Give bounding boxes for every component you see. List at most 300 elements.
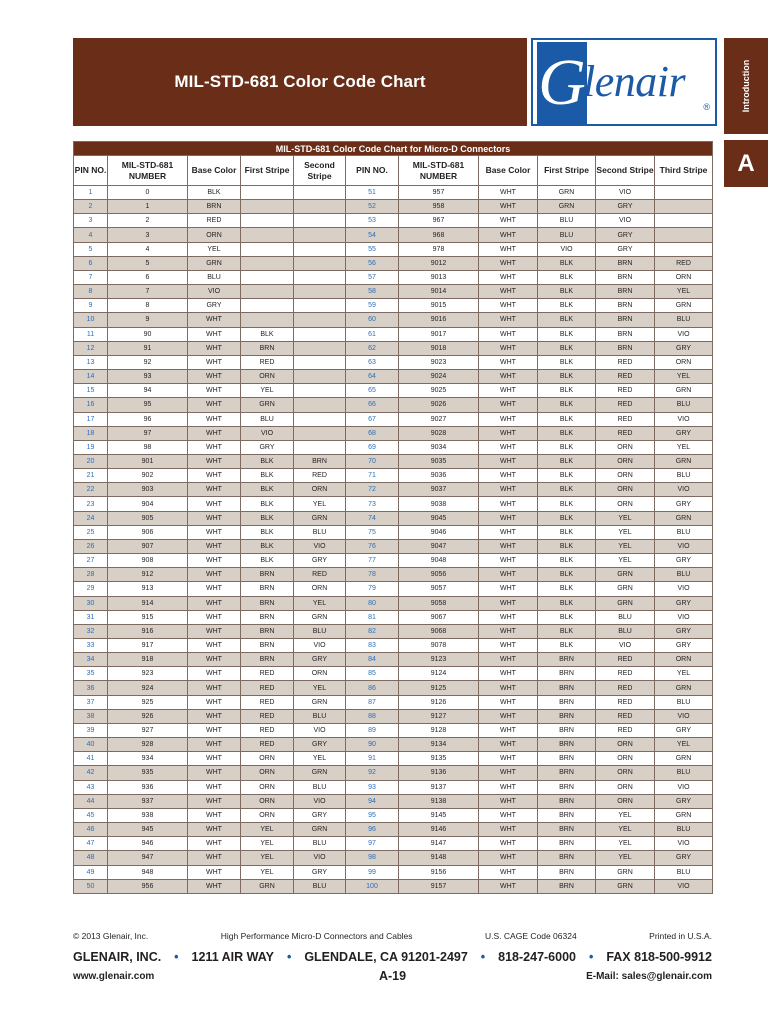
table-row xyxy=(74,186,713,200)
pin-number-cell: 74 xyxy=(346,511,399,525)
table-cell: VIO xyxy=(655,539,713,553)
table-cell: GRY xyxy=(188,299,241,313)
table-cell: BLK xyxy=(538,554,596,568)
table-cell: WHT xyxy=(479,554,538,568)
table-cell: BLK xyxy=(538,384,596,398)
table-cell: BLK xyxy=(241,454,294,468)
table-cell: BLK xyxy=(538,568,596,582)
table-cell: 978 xyxy=(399,242,479,256)
color-code-table-container xyxy=(73,141,712,894)
pin-number-cell: 30 xyxy=(74,596,108,610)
table-cell: YEL xyxy=(596,525,655,539)
table-row xyxy=(74,214,713,228)
table-cell: WHT xyxy=(188,823,241,837)
pin-number-cell: 2 xyxy=(74,200,108,214)
table-cell: BRN xyxy=(538,837,596,851)
pin-number-cell: 88 xyxy=(346,709,399,723)
table-cell: 7 xyxy=(108,285,188,299)
section-tab-introduction[interactable] xyxy=(724,38,768,134)
table-cell: BRN xyxy=(596,327,655,341)
table-cell: RED xyxy=(241,667,294,681)
table-cell xyxy=(294,270,346,284)
table-cell: WHT xyxy=(479,639,538,653)
table-cell: GRN xyxy=(596,582,655,596)
table-cell: VIO xyxy=(655,582,713,596)
footer-contact-line xyxy=(73,950,712,964)
pin-number-cell: 62 xyxy=(346,341,399,355)
table-cell: YEL xyxy=(241,865,294,879)
table-cell: BLK xyxy=(538,341,596,355)
table-row xyxy=(74,270,713,284)
table-cell xyxy=(241,313,294,327)
table-cell: BLK xyxy=(538,539,596,553)
table-cell xyxy=(294,299,346,313)
table-cell: WHT xyxy=(479,766,538,780)
table-cell: WHT xyxy=(479,186,538,200)
table-row xyxy=(74,299,713,313)
table-cell: WHT xyxy=(479,200,538,214)
table-row xyxy=(74,200,713,214)
table-cell xyxy=(241,214,294,228)
footer-product-line: High Performance Micro-D Connectors and Cables xyxy=(220,931,413,941)
table-cell: BLK xyxy=(241,525,294,539)
table-cell: WHT xyxy=(479,256,538,270)
pin-number-cell: 54 xyxy=(346,228,399,242)
table-cell: BLK xyxy=(538,596,596,610)
table-cell: RED xyxy=(596,370,655,384)
table-cell: WHT xyxy=(188,624,241,638)
pin-number-cell: 38 xyxy=(74,709,108,723)
table-cell: BRN xyxy=(241,624,294,638)
table-cell: WHT xyxy=(188,610,241,624)
table-cell: 927 xyxy=(108,723,188,737)
table-cell: BLK xyxy=(538,639,596,653)
table-cell: BRN xyxy=(538,865,596,879)
table-cell: 9023 xyxy=(399,355,479,369)
table-cell: GRY xyxy=(655,426,713,440)
pin-number-cell: 26 xyxy=(74,539,108,553)
table-cell: BRN xyxy=(538,667,596,681)
table-cell: 9016 xyxy=(399,313,479,327)
table-caption: MIL-STD-681 Color Code Chart for Micro-D Connectors xyxy=(74,142,713,156)
table-cell: 967 xyxy=(399,214,479,228)
pin-number-cell: 12 xyxy=(74,341,108,355)
table-row xyxy=(74,242,713,256)
table-cell: 934 xyxy=(108,752,188,766)
table-cell: WHT xyxy=(188,568,241,582)
table-row xyxy=(74,341,713,355)
table-cell: BLK xyxy=(538,511,596,525)
table-cell: BRN xyxy=(538,766,596,780)
table-row xyxy=(74,709,713,723)
table-cell: WHT xyxy=(479,384,538,398)
footer-bullet: • xyxy=(286,950,292,964)
pin-number-cell: 42 xyxy=(74,766,108,780)
table-cell xyxy=(655,242,713,256)
pin-number-cell: 46 xyxy=(74,823,108,837)
column-header: Base Color xyxy=(188,156,241,186)
table-cell: 9014 xyxy=(399,285,479,299)
pin-number-cell: 24 xyxy=(74,511,108,525)
pin-number-cell: 14 xyxy=(74,370,108,384)
table-cell: BLK xyxy=(188,186,241,200)
pin-number-cell: 17 xyxy=(74,412,108,426)
table-cell: ORN xyxy=(294,582,346,596)
footer-city: GLENDALE, CA 91201-2497 xyxy=(304,950,468,964)
table-cell: GRY xyxy=(655,596,713,610)
table-cell: BLU xyxy=(655,469,713,483)
pin-number-cell: 69 xyxy=(346,440,399,454)
footer-email-link[interactable]: E-Mail: sales@glenair.com xyxy=(586,971,712,982)
table-cell: WHT xyxy=(479,851,538,865)
table-cell: BRN xyxy=(241,341,294,355)
table-cell: ORN xyxy=(596,497,655,511)
table-cell: BLU xyxy=(596,610,655,624)
pin-number-cell: 19 xyxy=(74,440,108,454)
table-cell: 9 xyxy=(108,313,188,327)
table-cell: 9057 xyxy=(399,582,479,596)
table-cell: RED xyxy=(596,412,655,426)
table-cell: WHT xyxy=(479,794,538,808)
pin-number-cell: 1 xyxy=(74,186,108,200)
table-cell: RED xyxy=(596,653,655,667)
pin-number-cell: 8 xyxy=(74,285,108,299)
table-cell: BLU xyxy=(538,214,596,228)
table-cell: BLU xyxy=(655,865,713,879)
table-cell: WHT xyxy=(188,766,241,780)
table-cell: WHT xyxy=(479,355,538,369)
pin-number-cell: 40 xyxy=(74,738,108,752)
pin-number-cell: 36 xyxy=(74,681,108,695)
table-cell: WHT xyxy=(188,327,241,341)
table-cell: BLK xyxy=(538,285,596,299)
table-row xyxy=(74,794,713,808)
table-cell: BLK xyxy=(538,624,596,638)
table-row xyxy=(74,610,713,624)
table-cell: 916 xyxy=(108,624,188,638)
table-cell: ORN xyxy=(596,780,655,794)
pin-number-cell: 27 xyxy=(74,554,108,568)
table-row xyxy=(74,256,713,270)
table-cell: BRN xyxy=(596,313,655,327)
table-cell: WHT xyxy=(188,653,241,667)
table-cell: YEL xyxy=(294,497,346,511)
table-cell: BRN xyxy=(538,823,596,837)
table-cell: WHT xyxy=(188,582,241,596)
pin-number-cell: 99 xyxy=(346,865,399,879)
table-cell: GRN xyxy=(655,384,713,398)
registered-mark: ® xyxy=(703,102,710,112)
table-cell: WHT xyxy=(479,511,538,525)
table-cell: 946 xyxy=(108,837,188,851)
table-cell: 9146 xyxy=(399,823,479,837)
table-cell: 5 xyxy=(108,256,188,270)
table-cell: WHT xyxy=(479,398,538,412)
table-row xyxy=(74,823,713,837)
table-cell: 945 xyxy=(108,823,188,837)
table-cell: WHT xyxy=(479,709,538,723)
table-cell: BLK xyxy=(538,327,596,341)
table-cell xyxy=(294,341,346,355)
table-cell: WHT xyxy=(479,454,538,468)
table-cell: BLK xyxy=(241,469,294,483)
table-cell: RED xyxy=(596,384,655,398)
table-cell: VIO xyxy=(294,539,346,553)
table-cell: YEL xyxy=(241,823,294,837)
column-header: First Stripe xyxy=(241,156,294,186)
table-cell: ORN xyxy=(294,483,346,497)
table-cell: BLK xyxy=(241,497,294,511)
table-cell: BRN xyxy=(538,752,596,766)
table-cell: RED xyxy=(294,568,346,582)
table-cell: WHT xyxy=(188,709,241,723)
table-cell: BLU xyxy=(596,624,655,638)
pin-number-cell: 52 xyxy=(346,200,399,214)
pin-number-cell: 20 xyxy=(74,454,108,468)
table-cell: BLK xyxy=(538,610,596,624)
table-cell: WHT xyxy=(479,695,538,709)
pin-number-cell: 58 xyxy=(346,285,399,299)
table-row xyxy=(74,469,713,483)
table-cell: BLU xyxy=(655,313,713,327)
table-cell: 9137 xyxy=(399,780,479,794)
table-cell: 9028 xyxy=(399,426,479,440)
pin-number-cell: 79 xyxy=(346,582,399,596)
table-cell: RED xyxy=(241,709,294,723)
pin-number-cell: 6 xyxy=(74,256,108,270)
table-cell: GRN xyxy=(241,879,294,893)
column-header: Base Color xyxy=(479,156,538,186)
table-cell: GRN xyxy=(188,256,241,270)
footer-website-link[interactable]: www.glenair.com xyxy=(73,971,155,982)
table-row xyxy=(74,766,713,780)
table-cell: GRY xyxy=(655,624,713,638)
table-row xyxy=(74,596,713,610)
pin-number-cell: 25 xyxy=(74,525,108,539)
table-cell: 935 xyxy=(108,766,188,780)
table-cell: BLK xyxy=(241,539,294,553)
pin-number-cell: 21 xyxy=(74,469,108,483)
table-cell: 9026 xyxy=(399,398,479,412)
table-cell: BLK xyxy=(538,525,596,539)
table-row xyxy=(74,285,713,299)
pin-number-cell: 44 xyxy=(74,794,108,808)
table-cell: YEL xyxy=(188,242,241,256)
table-cell: BRN xyxy=(596,256,655,270)
table-cell xyxy=(294,398,346,412)
table-cell: BLK xyxy=(241,554,294,568)
table-cell xyxy=(294,384,346,398)
table-cell: VIO xyxy=(655,837,713,851)
table-cell: WHT xyxy=(479,497,538,511)
pin-number-cell: 16 xyxy=(74,398,108,412)
table-cell: BLK xyxy=(538,412,596,426)
table-cell: WHT xyxy=(188,554,241,568)
table-row xyxy=(74,454,713,468)
table-cell xyxy=(294,285,346,299)
table-cell: BRN xyxy=(538,681,596,695)
table-cell xyxy=(294,426,346,440)
table-cell: WHT xyxy=(479,738,538,752)
table-cell: YEL xyxy=(596,823,655,837)
table-cell: ORN xyxy=(241,370,294,384)
table-cell: WHT xyxy=(479,808,538,822)
table-cell: 2 xyxy=(108,214,188,228)
table-cell: 6 xyxy=(108,270,188,284)
table-cell: ORN xyxy=(596,483,655,497)
page-title: MIL-STD-681 Color Code Chart xyxy=(174,72,426,91)
table-row xyxy=(74,426,713,440)
table-row xyxy=(74,228,713,242)
table-cell xyxy=(655,186,713,200)
table-cell: 9125 xyxy=(399,681,479,695)
pin-number-cell: 43 xyxy=(74,780,108,794)
footer-bullet: • xyxy=(480,950,486,964)
pin-number-cell: 13 xyxy=(74,355,108,369)
table-cell xyxy=(294,186,346,200)
table-cell: 906 xyxy=(108,525,188,539)
table-cell: RED xyxy=(241,681,294,695)
table-cell: GRY xyxy=(294,554,346,568)
table-cell: 9038 xyxy=(399,497,479,511)
table-cell: BLU xyxy=(294,624,346,638)
pin-number-cell: 37 xyxy=(74,695,108,709)
table-row xyxy=(74,412,713,426)
table-cell: WHT xyxy=(479,681,538,695)
table-cell: WHT xyxy=(188,454,241,468)
table-cell: 915 xyxy=(108,610,188,624)
table-cell: 928 xyxy=(108,738,188,752)
pin-number-cell: 66 xyxy=(346,398,399,412)
column-header: First Stripe xyxy=(538,156,596,186)
table-cell: BLK xyxy=(538,440,596,454)
table-cell: BRN xyxy=(538,780,596,794)
table-cell: VIO xyxy=(596,639,655,653)
table-cell: 9017 xyxy=(399,327,479,341)
table-cell: BLK xyxy=(538,469,596,483)
table-cell xyxy=(241,228,294,242)
table-cell: 9124 xyxy=(399,667,479,681)
table-cell xyxy=(241,256,294,270)
table-cell: GRY xyxy=(655,341,713,355)
table-cell: GRY xyxy=(294,808,346,822)
table-cell: 9035 xyxy=(399,454,479,468)
pin-number-cell: 57 xyxy=(346,270,399,284)
table-cell: GRN xyxy=(294,511,346,525)
table-cell: VIO xyxy=(596,214,655,228)
table-cell: 9078 xyxy=(399,639,479,653)
pin-number-cell: 29 xyxy=(74,582,108,596)
table-cell: WHT xyxy=(188,681,241,695)
table-cell: WHT xyxy=(479,667,538,681)
table-row xyxy=(74,327,713,341)
table-cell: GRN xyxy=(655,299,713,313)
table-cell: WHT xyxy=(188,879,241,893)
table-cell: WHT xyxy=(479,568,538,582)
table-cell: WHT xyxy=(479,865,538,879)
table-cell: VIO xyxy=(655,780,713,794)
table-cell: ORN xyxy=(596,752,655,766)
table-cell: 9056 xyxy=(399,568,479,582)
table-cell: 936 xyxy=(108,780,188,794)
footer-copyright: © 2013 Glenair, Inc. xyxy=(73,931,149,941)
table-cell: 9046 xyxy=(399,525,479,539)
table-cell: 903 xyxy=(108,483,188,497)
pin-number-cell: 47 xyxy=(74,837,108,851)
table-cell: WHT xyxy=(188,370,241,384)
table-cell xyxy=(294,256,346,270)
table-cell: 9024 xyxy=(399,370,479,384)
table-cell: WHT xyxy=(479,780,538,794)
table-cell: GRY xyxy=(294,865,346,879)
table-cell: WHT xyxy=(188,639,241,653)
table-cell: 9018 xyxy=(399,341,479,355)
table-cell: GRN xyxy=(655,681,713,695)
table-cell: 958 xyxy=(399,200,479,214)
pin-number-cell: 72 xyxy=(346,483,399,497)
table-cell: BLK xyxy=(241,511,294,525)
pin-number-cell: 34 xyxy=(74,653,108,667)
table-cell: ORN xyxy=(596,454,655,468)
table-cell: BLK xyxy=(538,299,596,313)
pin-number-cell: 56 xyxy=(346,256,399,270)
pin-number-cell: 39 xyxy=(74,723,108,737)
table-cell: GRY xyxy=(655,723,713,737)
table-cell xyxy=(241,299,294,313)
column-header: MIL-STD-681 NUMBER xyxy=(399,156,479,186)
table-cell: VIO xyxy=(538,242,596,256)
table-cell: YEL xyxy=(596,511,655,525)
table-cell: YEL xyxy=(655,738,713,752)
table-row xyxy=(74,313,713,327)
table-row xyxy=(74,723,713,737)
table-cell: WHT xyxy=(479,610,538,624)
table-cell: 1 xyxy=(108,200,188,214)
table-cell: 9012 xyxy=(399,256,479,270)
table-cell: GRN xyxy=(294,610,346,624)
table-cell: BLU xyxy=(655,525,713,539)
table-cell: 926 xyxy=(108,709,188,723)
table-cell: WHT xyxy=(479,723,538,737)
table-cell: WHT xyxy=(479,426,538,440)
pin-number-cell: 81 xyxy=(346,610,399,624)
table-cell: BLK xyxy=(538,497,596,511)
pin-number-cell: 70 xyxy=(346,454,399,468)
column-header: PIN NO. xyxy=(346,156,399,186)
table-cell: YEL xyxy=(241,851,294,865)
table-cell: ORN xyxy=(241,794,294,808)
table-cell: RED xyxy=(241,355,294,369)
table-cell: YEL xyxy=(294,596,346,610)
table-cell xyxy=(241,242,294,256)
table-row xyxy=(74,440,713,454)
logo-initial: G xyxy=(537,42,587,124)
page-number: A-19 xyxy=(378,969,407,983)
table-cell: GRY xyxy=(294,653,346,667)
table-cell: WHT xyxy=(479,285,538,299)
pin-number-cell: 90 xyxy=(346,738,399,752)
pin-number-cell: 76 xyxy=(346,539,399,553)
table-cell: YEL xyxy=(596,837,655,851)
table-cell xyxy=(294,370,346,384)
table-cell: RED xyxy=(596,426,655,440)
table-cell: WHT xyxy=(188,341,241,355)
table-cell: ORN xyxy=(596,794,655,808)
table-cell: 9127 xyxy=(399,709,479,723)
table-cell: RED xyxy=(596,723,655,737)
table-cell: WHT xyxy=(479,440,538,454)
table-cell: 914 xyxy=(108,596,188,610)
